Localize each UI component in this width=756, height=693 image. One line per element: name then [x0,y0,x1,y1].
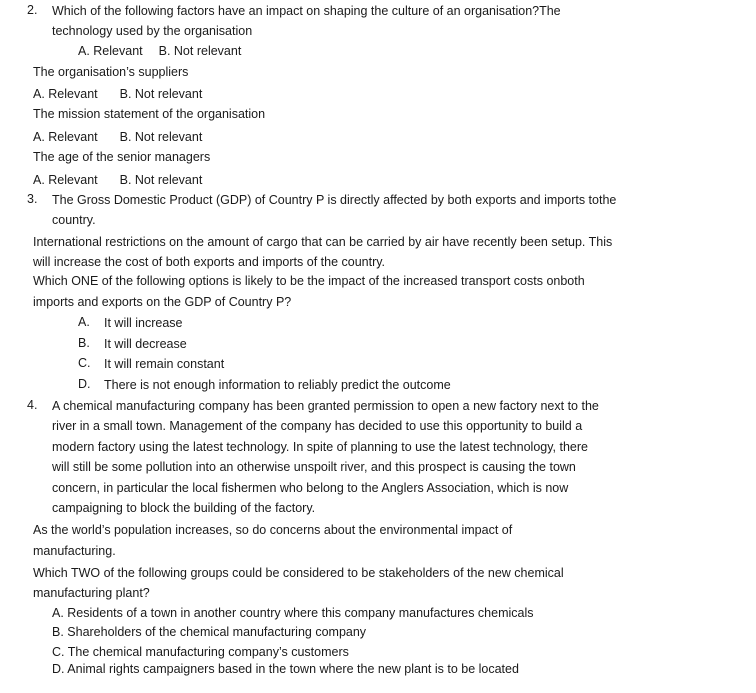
q3-para2-line2: imports and exports on the GDP of Country P? [33,295,292,309]
q2-item1-option-b: B. Not relevant [158,44,242,58]
q3-option-c-letter: C. [78,356,91,370]
q2-item3-options [33,129,202,145]
q4-stem-line3: modern factory using the latest technology. In spite of planning to use the latest technology, there [52,440,588,454]
q3-stem-line2: country. [52,213,96,227]
q2-item2-option-a: A. Relevant [33,87,98,101]
q2-item3-option-a: A. Relevant [33,130,98,144]
q4-number: 4. [27,398,38,412]
q3-para1-line1: International restrictions on the amount of cargo that can be carried by air have recently been setup. This [33,235,613,249]
q4-para2-line1: Which TWO of the following groups could be considered to be stakeholders of the new chemical [33,566,564,580]
q2-item2-options [33,86,202,102]
q4-option-d: D. Animal rights campaigners based in the town where the new plant is to be located [52,662,519,676]
q4-para2-line2: manufacturing plant? [33,586,150,600]
q2-item3-label: The mission statement of the organisation [33,107,266,121]
q4-stem-line5: concern, in particular the local fishermen who belong to the Anglers Association, which is now [52,481,569,495]
q3-option-a-text: It will increase [104,316,183,330]
q3-option-b-letter: B. [78,336,90,350]
q2-item3-option-b: B. Not relevant [119,130,203,144]
q4-option-c: C. The chemical manufacturing company’s customers [52,645,349,659]
q2-item4-label: The age of the senior managers [33,150,211,164]
q3-option-c-text: It will remain constant [104,357,225,371]
q3-option-a-letter: A. [78,315,90,329]
q4-option-a: A. Residents of a town in another country where this company manufactures chemicals [52,606,534,620]
q2-number: 2. [27,3,38,17]
q4-stem-line6: campaigning to block the building of the factory. [52,501,316,515]
q2-item4-option-b: B. Not relevant [119,173,203,187]
q2-item2-label: The organisation’s suppliers [33,65,189,79]
q4-stem-line2: river in a small town. Management of the company has decided to use this opportunity to build a [52,419,583,433]
q3-number: 3. [27,192,38,206]
q4-para1-line2: manufacturing. [33,544,116,558]
q2-item1-options [78,43,241,59]
q4-para1-line1: As the world’s population increases, so do concerns about the environmental impact of [33,523,513,537]
q3-para1-line2: will increase the cost of both exports and imports of the country. [33,255,386,269]
q2-item4-options [33,172,202,188]
q3-para2-line1: Which ONE of the following options is likely to be the impact of the increased transport costs onboth [33,274,585,288]
q3-option-b-text: It will decrease [104,337,187,351]
q3-option-d-letter: D. [78,377,91,391]
q2-stem-line2: technology used by the organisation [52,24,253,38]
q2-stem-line1: Which of the following factors have an impact on shaping the culture of an organisation?The [52,4,561,18]
q2-item2-option-b: B. Not relevant [119,87,203,101]
q2-item4-option-a: A. Relevant [33,173,98,187]
q3-option-d-text: There is not enough information to reliably predict the outcome [104,378,451,392]
q3-stem-line1: The Gross Domestic Product (GDP) of Country P is directly affected by both exports and imports tothe [52,193,617,207]
q4-stem-line4: will still be some pollution into an otherwise unspoilt river, and this prospect is causing the town [52,460,576,474]
q2-item1-option-a: A. Relevant [78,44,143,58]
q4-stem-line1: A chemical manufacturing company has been granted permission to open a new factory next to the [52,399,599,413]
q4-option-b: B. Shareholders of the chemical manufacturing company [52,625,367,639]
